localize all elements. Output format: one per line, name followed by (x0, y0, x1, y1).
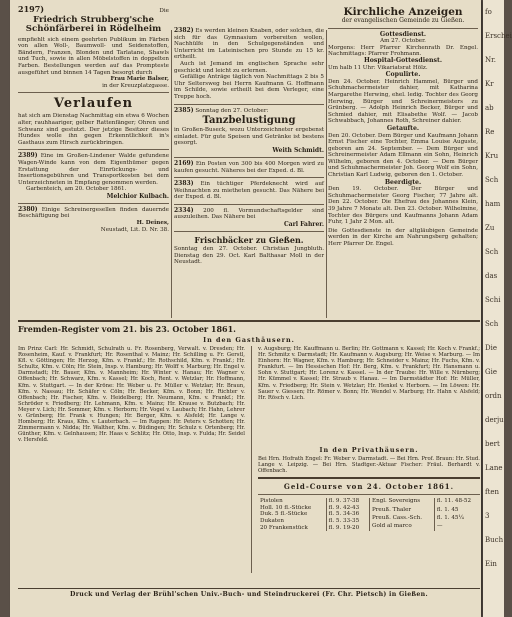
geld-row (258, 518, 369, 525)
fremden-title: Fremden-Register vom 21. bis 23. October 1861. (18, 324, 236, 334)
strip-fragment: Lane (485, 464, 503, 472)
fremden-heading: In den Gasthäusern. (203, 336, 295, 344)
column-right (328, 0, 478, 248)
ad-number: 2169) (174, 159, 194, 167)
strip-fragment: ften (485, 488, 500, 496)
ad-number: 2380) (18, 205, 38, 213)
ad-body: in Großen-Buseck, wozu Unterzeichneter ergebenst einladet. Für gute Speisen und Getränke ist bestens gesorgt. (174, 127, 324, 147)
column-middle (174, 0, 324, 266)
strip-fragment: ordn (485, 392, 502, 400)
geld-table (258, 498, 480, 531)
church-note: Die Gottesdienste in der altgläubigen Gemeinde werden in der Kirche am Nahrungsberg gehalten; Herr Pfarrer Dr. Engel. (328, 227, 478, 247)
strip-fragment: Ein (485, 560, 497, 568)
divider (174, 231, 324, 232)
ad-body: Es werden kleinen Knaben, oder solchen, die sich für das Gymnasium vorbereiten wollen, Nachhülfe in den Schulgegenständen und Unterricht im Lateinischen pro Stunde zu 15 kr. ertheilt. (174, 28, 324, 61)
hospital-service: Um halb 11 Uhr: Vikariatsrat Hölz. (328, 64, 428, 71)
strip-fragment: Die (485, 344, 497, 352)
ad-date: Garbenteich, am 20. October 1861. (26, 186, 127, 193)
copulirte-body: Den 24. October. Heinrich Hammel, Bürger und Schuhmachermeister dahier, mit Katharina Margarethe Herwing, ehel. ledig. Tochter des Georg Herwing, Bürger und Schreinermeisters zu Grünberg. — Adolph Heinrich Becker, Bürger und Schmied dahier, mit Elisabethe Wolf. — Jacob Schwabbach, Johannes Roth, Schreiner dahier. (328, 78, 478, 125)
currency-name: Preuß. Cass.-Sch. (371, 514, 422, 521)
currency-name: Preuß. Thaler (371, 506, 412, 513)
ad-body: Eine im Großen-Lindener Walde gefundene Wagen-Winde kann von dem Eigenthümer gegen Erstattung der Einrückungs- und Insertionsgebühren und Transportkosten bei dem Unterzeichneten in Empfang genommen werden. (18, 153, 169, 186)
church-subtitle: der evangelischen Gemeinde zu Gießen. (341, 17, 465, 24)
currency-name: Gold al marco (371, 522, 412, 529)
strip-fragment: Kr (485, 80, 494, 88)
ad-number: 2334) (174, 206, 194, 214)
geld-row (258, 511, 369, 518)
imprint-footer: Druck und Verlag der Brühl'schen Univ.-Buch- und Steindruckerei (Fr. Chr. Pietsch) in Gießen. (70, 591, 428, 598)
divider (174, 204, 324, 205)
verlaufen-title: Verlaufen (53, 96, 134, 112)
dance-title: Tanzbelustigung (202, 115, 296, 127)
divider (18, 203, 169, 204)
section-heading: Copulirte. (385, 71, 421, 79)
geld-row (369, 523, 480, 531)
private-body: Bei Hrn. Hofrath Engel: Fr. Weber v. Darmstadt. — Bei Hrn. Prof. Braun: Hr. Stud. Lange v. Leipzig. — Bei Hrn. Stadtger.-Aktuar Fischer: Fräul. Berhardt v. Offenbach. (257, 456, 480, 475)
ad-lead: Die (159, 8, 169, 14)
strip-fragment: Sch (485, 320, 499, 328)
ad-signer: Carl Fahrer. (283, 221, 324, 229)
column-left (18, 0, 169, 233)
geld-row (258, 498, 369, 505)
currency-name: 20 Frankenstück (259, 524, 308, 531)
currency-value: — (434, 523, 480, 531)
ad-body: Einige Schreinergesellen finden dauernde Beschäftigung bei (18, 206, 169, 220)
strip-fragment: Kru (485, 152, 499, 160)
strip-fragment: derju (485, 416, 504, 424)
service-date: Am 27. October. (380, 38, 426, 45)
currency-value: fl. 1. 45¼ (434, 515, 480, 523)
currency-name: Engl. Sovereigns (371, 498, 421, 505)
section-heading: Getaufte. (386, 124, 420, 132)
strip-fragment: Sch (485, 176, 499, 184)
currency-value: fl. 5. 33-35 (326, 518, 369, 525)
ad-number: 2382) (174, 27, 194, 34)
currency-value: fl. 9. 37-38 (326, 498, 369, 505)
strip-fragment: fo (485, 8, 492, 16)
ad-title: Friedrich Strubberg'sche Schönfärberei in Rödelheim (25, 14, 162, 35)
divider (258, 477, 480, 479)
ad-body-3: Gefällige Anträge täglich von Nachmittags 2 bis 5 Uhr Seltersweg bei Herrn Kaufmann G. Hoffmann im Schilde, sowie ertheilt bei dem Verleger, eine Treppe hoch. (174, 74, 324, 100)
strip-fragment: bert (485, 440, 500, 448)
geld-row (258, 525, 369, 532)
ad-body: Ein tüchtiger Pferdeknecht wird auf Weihnachten zu mietheten gesucht. Das Nähere bei der Exped. d. Bl. (174, 181, 324, 201)
divider (18, 149, 169, 150)
ad-date-line: Sonntag den 27. October: (195, 107, 269, 114)
currency-value: fl. 11. 48-52 (434, 498, 480, 506)
strip-fragment: ab (485, 104, 494, 112)
geld-table-right (369, 498, 480, 531)
footer-rule (18, 588, 480, 589)
section-rule (18, 320, 480, 322)
strip-fragment: Gie (485, 368, 497, 376)
bakers-title: Frischbäcker zu Gießen. (194, 235, 304, 246)
church-title: Kirchliche Anzeigen (343, 6, 463, 18)
currency-value: fl. 9. 42-43 (326, 505, 369, 512)
column-rule (326, 30, 327, 318)
currency-name: Holl. 10 fl.-Stücke (259, 504, 312, 511)
ad-body-2: Auch ist Jemand im englischen Sprache sehr geschickt und leicht zu erlernen. (174, 60, 324, 74)
geld-row (369, 515, 480, 523)
strip-fragment: das (485, 272, 498, 280)
section-heading: Beerdigte. (384, 178, 422, 186)
strip-fragment: Nr. (485, 56, 496, 64)
ad-body: empfiehlt sich einem geehrten Publikum im Färben von allen Woll-, Baumwoll- und Seidenstoffen, Bändern, Franzen, Blonden und Tarlatane, Shawls und Tuch, sowie in allen Möbelstoffen in doppelten Farben. Bestellungen werden auf das Prompteste ausgeführt und binnen 14 Tagen besorgt durch (18, 36, 169, 76)
ad-signer: H. Deines, (136, 220, 169, 227)
divider (328, 28, 478, 29)
currency-name: Duk. 5 fl.-Stücke (259, 511, 308, 518)
currency-value: fl. 1. 45 (434, 507, 480, 515)
ad-agent: Frau Marie Balser, (110, 76, 169, 83)
ad-number: 2389) (18, 152, 38, 160)
ad-number: 2197) (18, 4, 45, 14)
service-preachers: Morgens: Herr Pfarrer Kirchenrath Dr. Engel. Nachmittags: Pfarrer Frohmann. (328, 44, 478, 58)
ad-number: 2385) (174, 106, 194, 114)
divider (174, 177, 324, 178)
strip-fragment: Re (485, 128, 495, 136)
strip-fragment: ham (485, 200, 501, 208)
currency-name: Dukaten (259, 518, 284, 525)
currency-name: Pistolen (259, 498, 283, 505)
newspaper-page (10, 0, 481, 617)
column-rule (171, 30, 172, 318)
strip-fragment: 3 (485, 512, 490, 520)
ad-signer: Weith Schmidt. (272, 146, 324, 154)
ad-address: Neustadt, Lit. D. Nr. 38. (100, 226, 169, 233)
divider (258, 494, 480, 495)
fremden-register (18, 324, 480, 573)
strip-fragment: Sch (485, 248, 499, 256)
ad-body: Ein Posten von 300 bis 400 Morgen wird zu kaufen gesucht. Näheres bei der Exped. d. Bl. (174, 160, 324, 174)
adjacent-page-strip (483, 0, 512, 617)
bakers-body: Sonntag den 27. October. Christian Jungbluth. Dienstag den 29. Oct. Karl Balthasar Moll in der Neustadt. (174, 246, 324, 266)
ad-number: 2383) (174, 180, 194, 188)
section-heading: Gottesdienst. (379, 30, 427, 38)
geld-row (369, 498, 480, 506)
beerdigte-body: Den 19. October. Der Bürger und Schuhmachermeister Georg Fischer, 77 Jahre alt. Den 22. October. Die Ehefrau des Johannes Klein, 39 Jahre 7 Monate alt. Den 23. October. Wilhelmine, Tochter des Bürgers und Kaufmanns Johann Adam Fuhr, 1 Jahr 2 Mon. alt. (328, 186, 478, 226)
geld-row (369, 507, 480, 515)
column-rule (251, 346, 252, 573)
strip-fragment: Erschei (485, 32, 512, 40)
private-heading: In den Privathäusern. (319, 446, 419, 454)
ad-signer: Melchior Kulbach. (106, 192, 169, 200)
section-heading: Hospital-Gottesdienst. (363, 56, 443, 64)
currency-value: fl. 5. 34-36 (326, 511, 369, 518)
strip-fragment: Schi (485, 296, 501, 304)
divider (174, 104, 324, 105)
ad-body: 200 fl. Vormundschaftsgelder sind auszuleihen. Das Nähere bei (174, 207, 325, 221)
ad-2197-header (18, 4, 169, 15)
geld-table-left (258, 498, 369, 531)
verlaufen-body: hat sich am Dienstag Nachmittag ein etwa 6 Wochen alter, rauhhaariger, gelber Rattenfänger; Ohren und Schwanz sind gestutzt. Der jetzige Besitzer dieses Hundes wolle ihn gegen Erkenntlichkeit in's Gasthaus zum Hirsch zurückbringen. (18, 113, 169, 146)
strip-fragment: Buch (485, 536, 504, 544)
getaufte-body: Den 20. October. Dem Bürger und Kaufmann Johann Ernst Fischer eine Tochter, Emma Louise Auguste, geboren am 24. September. — Dem Bürger und Schreinermeister Adam Ellmann ein Sohn, Heinrich Wilhelm, geboren den 4. October. — Dem Bürger und Schuhmachermeister Joh. Georg Wolf ein Sohn, Christian Karl Ludwig, geboren den 1. October. (328, 132, 478, 179)
currency-value: fl. 9. 19-20 (326, 525, 369, 532)
ad-agent-address: in der Kreuzplatzgasse. (102, 82, 169, 89)
divider (174, 157, 324, 158)
fremden-right: v. Augsburg; Hr. Kauffmann u. Berlin; Hr. Gottmann v. Kassel; Hr. Koch v. Frankf.; Hr. Schmitz v. Darmstadt; Hr. Kaufmann v. Augsburg; Hr. Weise v. Marburg. — Im Einhorn: Hr. Wagner, Kfm. v. Hamburg; Hr. Schneider v. Mainz; Hr. Fuchs, Kfm. v. Frankfurt. — Im Hessischen Hof: Hr. Berg, Kfm. v. Frankfurt; Hr. Hansmann u. Sohn v. Stuttgart; Hr. Lorenz v. Kassel. — In der Traube: Hr. Wille v. Nürnberg; Hr. Kümmel v. Kassel; Hr. Straub v. Hanau. — Im Darmstädter Hof: Hr. Müller, Kfm. v. Friedberg; Hr. Stein v. Wetzlar; Hr. Henkel v. Herborn. — Im Löwen: Hr. Sauer v. Giessen; Hr. Römer v. Bonn; Hr. Wendel v. Marburg; Hr. Hahn v. Alsfeld; Hr. Rösch v. Lich. (257, 346, 480, 401)
geld-title: Geld-Course von 24. October 1861. (283, 482, 455, 492)
geld-row (258, 505, 369, 512)
strip-fragment: Zu (485, 224, 495, 232)
fremden-left: Im Prinz Carl: Hr. Schmidt, Schulrath u. Fr. Rosenberg, Verwalt. v. Dresden; Hr. Rosenheim, Kauf. v. Frankfurt; Hr. Rosenthal v. Mainz; Hr. Schilling u. Fr. Gerstl, Kfl. v. Göttingen; Hr. Herzog, Kfm. v. Frankf.; Hr. Rothschild, Kfm. v. Frankf.; Hr. Schultz, Kfm. v. Cöln; Hr. Stein, Insp. v. Hamburg; Hr. Wolff v. Marburg; Hr. Engel v. Darmstadt; Hr. Bauer, Kfm. v. Mannheim; Hr. Winter v. Hanau; Hr. Wagner v. Offenbach; Hr. Schwarz, Kfm. v. Kassel; Hr. Koch, Rent. v. Wetzlar; Hr. Hoffmann, Kfm. v. Stuttgart. — In der Kröne: Hr. Weber u. Fr. Müller v. Wetzlar; Hr. Braun, Kfm. v. Nassau; Hr. Schäfer v. Cöln; Hr. Becker, Kfm. v. Bonn; Hr. Richter v. Offenbach; Hr. Fischer, Kfm. v. Heidelberg; Hr. Neumann, Kfm. v. Frankf.; Hr. Schröder v. Friedberg; Hr. Lehmann, Kfm. v. Mainz; Hr. Krause v. Butzbach; Hr. Meyer v. Lich; Hr. Sommer, Kfm. v. Herborn; Hr. Vogel v. Laubach; Hr. Hahn, Lehrer v. Grünberg; Hr. Frank v. Hungen; Hr. Berger, Kfm. v. Alsfeld; Hr. Lange v. Homberg; Hr. Kraus, Kfm. v. Lauterbach. — Im Rappen: Hr. Peters v. Schotten; Hr. Zimmermann v. Nidda; Hr. Walther, Kfm. v. Büdingen; Hr. Schulz v. Ortenberg; Hr. Günther, Kfm. v. Gelnhausen; Hr. Haas v. Schlitz; Hr. Otto, Insp. v. Fulda; Hr. Seidel v. Hersfeld. (18, 346, 245, 444)
divider (18, 92, 169, 93)
